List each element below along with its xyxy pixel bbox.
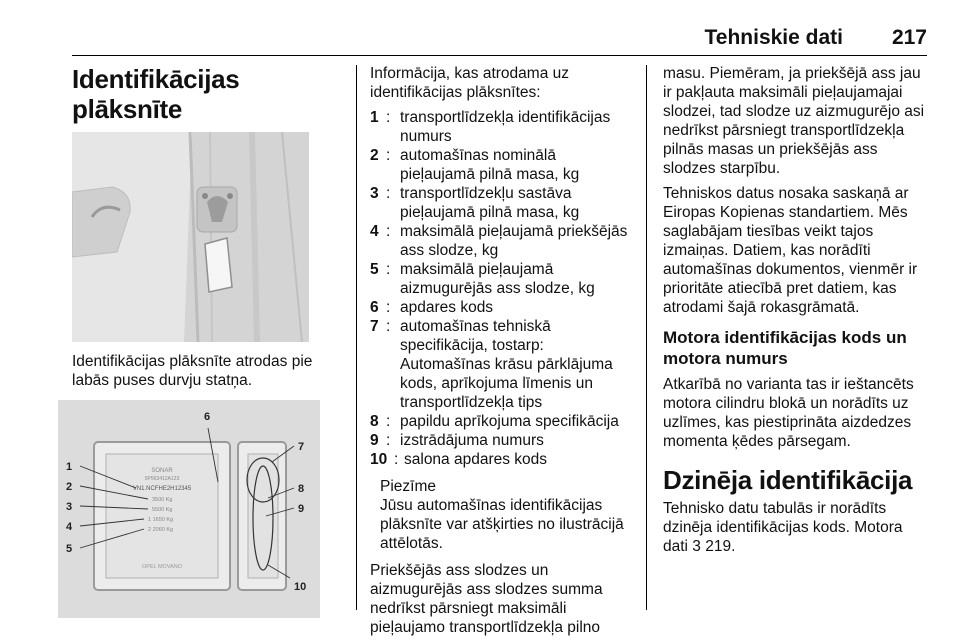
plate-line-2: 5P563412A123 — [144, 476, 180, 482]
column-divider — [646, 65, 647, 610]
page-header — [72, 26, 927, 54]
identification-plate-illustration — [58, 400, 320, 618]
callout-7: 7 — [298, 441, 305, 453]
plate-line-5: 5500 Kg — [152, 507, 173, 513]
callout-9: 9 — [298, 503, 305, 515]
callout-1: 1 — [66, 461, 73, 473]
plate-line-4: 3500 Kg — [152, 497, 173, 503]
plate-diagram — [58, 400, 320, 618]
column-3 — [663, 64, 928, 562]
axle-load-paragraph: Priekšējās ass slodzes un aizmugurējās ass slodzes summa nedrīkst pārsniegt maksimāli pieļaujamo transportlīdzekļa pilno — [370, 562, 603, 636]
door-pillar-photo — [72, 132, 309, 342]
list-item: 8 : papildu aprīkojuma specifikācija — [370, 413, 619, 430]
chapter-title: Tehniskie dati — [704, 26, 843, 49]
list-item: 2 : automašīnas nominālā pieļaujamā pilnā masa, kg — [370, 147, 580, 183]
plate-footer: OPEL MOVANO — [141, 564, 183, 570]
paragraph: Tehniskos datus nosaka saskaņā ar Eiropas Kopienas standartiem. Mēs saglabājam tiesības veikt tajos izmaiņas. Datiem, kas norādīti automašīnas dokumentos, vienmēr ir prioritāte atiecībā pret datiem, kas atrodami šajā rokasgrāmatā. — [663, 185, 918, 316]
paragraph: masu. Piemēram, ja priekšējā ass jau ir pakļauta maksimāli pieļaujamajai slodzei, tad slodze uz aizmugurējo asi nedrīkst pārsniegt transportlīdzekļa pilnās masas un priekšējās ass slodzes starpību. — [663, 65, 925, 177]
header-rule — [72, 55, 927, 56]
section-heading: Identifikācijas plāksnīte — [72, 64, 240, 124]
list-item: 10 : salona apdares kods — [370, 451, 548, 468]
callout-6: 6 — [204, 411, 211, 423]
list-item: 6 : apdares kods — [370, 299, 494, 316]
callout-5: 5 — [66, 543, 73, 555]
list-intro: Informācija, kas atrodama uz identifikācijas plāksnītes: — [370, 65, 570, 101]
callout-3: 3 — [66, 501, 73, 513]
callout-8: 8 — [298, 483, 305, 495]
callout-4: 4 — [66, 521, 73, 533]
plate-location-caption: Identifikācijas plāksnīte atrodas pie labās puses durvju statņa. — [72, 353, 313, 389]
callout-2: 2 — [66, 481, 73, 493]
plate-line-6: 1 1650 Kg — [148, 517, 174, 523]
plate-line-1: SONAR — [151, 468, 173, 474]
column-divider — [356, 65, 357, 610]
callout-10: 10 — [294, 581, 307, 593]
paragraph: Tehnisko datu tabulās ir norādīts dzinēja identifikācijas kods. Motora dati 3 219. — [663, 500, 903, 555]
page-number: 217 — [891, 26, 927, 49]
plate-line-3: VN1.NCFHE2H12345 — [132, 486, 192, 492]
list-item: 7 : automašīnas tehniskā specifikācija, tostarp: Automašīnas krāsu pārklājuma kods, aprīkojuma līmenis un transportlīdzekļa tips — [370, 318, 613, 411]
subsection-heading: Motora identifikācijas kods un motora numurs — [663, 328, 907, 368]
list-item: 5 : maksimālā pieļaujamā aizmugurējās ass slodze, kg — [370, 261, 595, 297]
list-item: 9 : izstrādājuma numurs — [370, 432, 544, 449]
note-title: Piezīme — [380, 478, 436, 495]
door-pillar-illustration — [72, 132, 309, 342]
column-1 — [66, 64, 342, 618]
plate-info-list — [370, 108, 635, 469]
list-item: 4 : maksimālā pieļaujamā priekšējās ass slodze, kg — [370, 223, 628, 259]
note-body: Jūsu automašīnas identifikācijas plāksnīte var atšķirties no ilustrācijā attēlotās. — [380, 497, 624, 552]
section-heading: Dzinēja identifikācija — [663, 465, 913, 495]
list-item: 1 : transportlīdzekļa identifikācijas numurs — [370, 109, 611, 145]
paragraph: Atkarībā no varianta tas ir ieštancēts motora cilindru blokā un norādīts uz uzlīmes, kas piestiprināta aizdedzes momenta ķēdes pārsegam. — [663, 376, 914, 450]
list-item: 3 : transportlīdzekļu sastāva pieļaujamā pilnā masa, kg — [370, 185, 580, 221]
column-2 — [370, 64, 635, 643]
plate-line-7: 2 2060 Kg — [148, 527, 174, 533]
